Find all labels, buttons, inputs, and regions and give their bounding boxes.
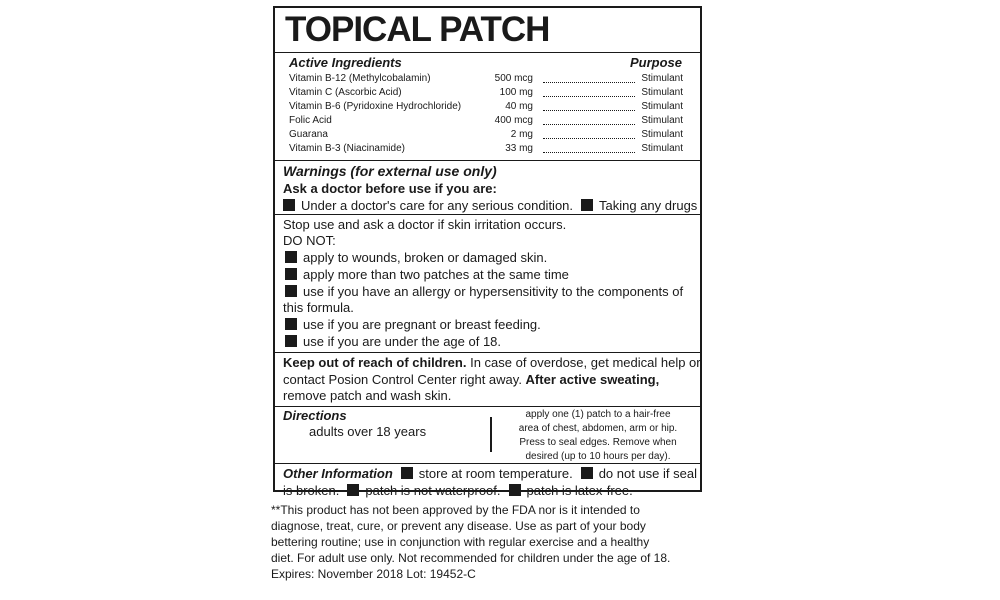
dot-leader <box>543 124 635 125</box>
directions-right <box>503 408 693 464</box>
checkbox-square-icon <box>581 199 593 211</box>
other-info-item: store at room temperature. <box>418 466 573 481</box>
directions-line: Press to seal edges. Remove when <box>519 437 677 448</box>
ingredient-row <box>289 86 683 100</box>
disclaimer-line: **This product has not been approved by the FDA nor is it intended to <box>271 503 640 517</box>
other-info-line-2 <box>283 483 633 499</box>
keep-out-bold: Keep out of reach of children. <box>283 355 467 370</box>
ingredient-amount: 500 mcg <box>494 73 533 84</box>
disclaimer-line: bettering routine; use in conjunction with regular exercise and a healthy <box>271 535 650 549</box>
do-not-item-text: use if you have an allergy or hypersensitivity to the components of <box>303 284 684 299</box>
dot-leader <box>543 152 635 153</box>
ingredient-amount: 400 mcg <box>494 115 533 126</box>
do-not-item <box>285 334 501 350</box>
drug-facts-label <box>273 6 702 498</box>
checkbox-square-icon <box>347 484 359 496</box>
do-not-header: DO NOT: <box>283 233 336 248</box>
warning-item: Under a doctor's care for any serious condition. <box>301 198 574 213</box>
keep-out-text: contact Posion Control Center right away. <box>283 372 526 387</box>
checkbox-square-icon <box>285 335 297 347</box>
do-not-item <box>285 284 683 300</box>
warnings-section <box>275 160 700 215</box>
ingredient-amount: 40 mg <box>505 101 533 112</box>
ingredient-name: Vitamin B-12 (Methylcobalamin) <box>289 73 431 84</box>
keep-out-section <box>275 352 700 407</box>
warnings-header: Warnings (for external use only) <box>283 163 497 179</box>
keep-out-line-2 <box>283 372 659 388</box>
do-not-item-text: use if you are under the age of 18. <box>303 334 502 349</box>
checkbox-square-icon <box>509 484 521 496</box>
sweating-bold: After active sweating, <box>525 372 660 387</box>
do-not-item-text: apply more than two patches at the same time <box>303 267 569 282</box>
keep-out-line-3: remove patch and wash skin. <box>283 388 452 403</box>
ingredient-amount: 2 mg <box>510 129 533 140</box>
do-not-item <box>285 317 541 333</box>
directions-section <box>275 406 700 464</box>
do-not-item-text: apply to wounds, broken or damaged skin. <box>303 250 548 265</box>
ingredient-amount: 100 mg <box>499 87 533 98</box>
label-title: TOPICAL PATCH <box>285 10 550 49</box>
ingredient-name: Vitamin C (Ascorbic Acid) <box>289 87 402 98</box>
directions-line: apply one (1) patch to a hair-free <box>525 409 671 420</box>
do-not-item <box>285 250 547 266</box>
keep-out-line-1 <box>283 355 701 371</box>
ingredient-row <box>289 128 683 142</box>
disclaimer-line: diagnose, treat, cure, or prevent any disease. Use as part of your body <box>271 519 646 533</box>
warning-item: Taking any drugs <box>599 198 698 213</box>
expiry-lot-line: Expires: November 2018 Lot: 19452-C <box>271 567 476 581</box>
directions-line: area of chest, abdomen, arm or hip. <box>518 423 678 434</box>
ingredient-amount: 33 mg <box>505 143 533 154</box>
purpose-header: Purpose <box>629 55 682 70</box>
ingredient-purpose: Stimulant <box>641 143 683 154</box>
ingredient-purpose: Stimulant <box>641 73 683 84</box>
directions-line: desired (up to 10 hours per day). <box>525 451 671 462</box>
other-info-continuation: is broken. <box>283 483 340 498</box>
checkbox-square-icon <box>285 268 297 280</box>
ingredient-row <box>289 114 683 128</box>
other-information-section <box>275 463 700 498</box>
ingredient-name: Guarana <box>289 129 328 140</box>
stop-use-line: Stop use and ask a doctor if skin irritation occurs. <box>283 217 567 232</box>
ingredient-purpose: Stimulant <box>641 87 683 98</box>
other-info-item: patch is latex-free. <box>526 483 633 498</box>
other-info-item: patch is not waterproof. <box>365 483 501 498</box>
checkbox-square-icon <box>285 285 297 297</box>
ingredient-purpose: Stimulant <box>641 115 683 126</box>
ingredient-name: Vitamin B-3 (Niacinamide) <box>289 143 405 154</box>
checkbox-square-icon <box>581 467 593 479</box>
dot-leader <box>543 138 635 139</box>
checkbox-square-icon <box>401 467 413 479</box>
ingredient-name: Folic Acid <box>289 115 332 126</box>
do-not-item <box>285 267 569 283</box>
disclaimer-line: diet. For adult use only. Not recommended for children under the age of 18. <box>271 551 671 565</box>
dot-leader <box>543 110 635 111</box>
warnings-items-line <box>283 198 697 214</box>
keep-out-text: In case of overdose, get medical help or <box>466 355 701 370</box>
ingredient-row <box>289 100 683 114</box>
do-not-item-continuation: this formula. <box>283 300 354 315</box>
dot-leader <box>543 82 635 83</box>
checkbox-square-icon <box>285 251 297 263</box>
do-not-section <box>275 214 700 353</box>
divider-line <box>490 417 492 452</box>
ask-doctor-line: Ask a doctor before use if you are: <box>283 181 497 196</box>
directions-left: adults over 18 years <box>309 424 427 439</box>
ingredient-purpose: Stimulant <box>641 101 683 112</box>
active-ingredients-section <box>275 52 700 161</box>
checkbox-square-icon <box>283 199 295 211</box>
ingredient-purpose: Stimulant <box>641 129 683 140</box>
dot-leader <box>543 96 635 97</box>
do-not-item-text: use if you are pregnant or breast feeding. <box>303 317 541 332</box>
other-info-line-1 <box>283 466 697 482</box>
ingredient-name: Vitamin B-6 (Pyridoxine Hydrochloride) <box>289 101 462 112</box>
other-info-item: do not use if seal <box>598 466 697 481</box>
active-ingredients-header: Active Ingredients <box>289 55 402 70</box>
checkbox-square-icon <box>285 318 297 330</box>
ingredient-row <box>289 72 683 86</box>
fda-disclaimer <box>271 502 741 582</box>
ingredient-row <box>289 142 683 156</box>
other-info-header: Other Information <box>283 466 393 481</box>
directions-header: Directions <box>283 408 347 423</box>
